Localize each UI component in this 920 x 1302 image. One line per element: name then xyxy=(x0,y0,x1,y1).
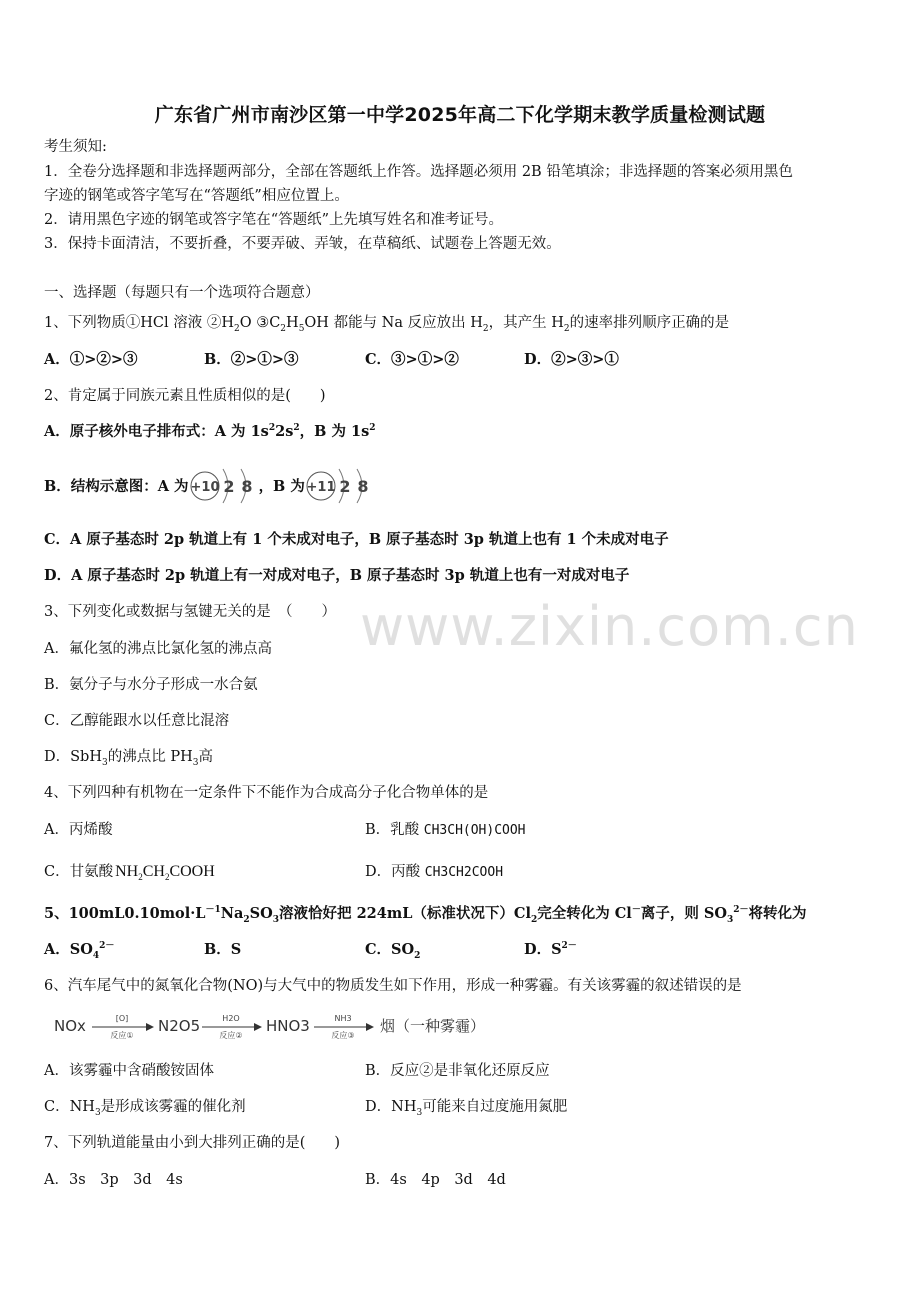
q4-option-a: A．丙烯酸 xyxy=(44,822,113,838)
reaction-scheme xyxy=(52,1008,512,1044)
q6-option-a: A．该雾霾中含硝酸铵固体 xyxy=(44,1063,214,1079)
q7-option-b: B．4s 4p 3d 4d xyxy=(365,1172,506,1188)
q5-stem: 5、$100mL0.10mol\cdot L^{-1}Na_2SO_3$溶液恰好把 224mL（标准状况下）$Cl_2$完全转化为 Cl－离子，则 $SO_3^{2-}$将转化为 xyxy=(44,905,807,925)
notice-item-3: 3．保持卡面清洁，不要折叠，不要弄破、弄皱，在草稿纸、试题卷上答题无效。 xyxy=(44,236,561,252)
q2-option-a: A．原子核外电子排布式：A 为 $1s^22s^2$，B 为 $1s^2$ xyxy=(44,423,376,440)
q6-option-c: C．$NH_3$是形成该雾霾的催化剂 xyxy=(44,1099,246,1118)
svg-text:H2O: H2O xyxy=(222,1014,240,1023)
q4-stem: 4、下列四种有机物在一定条件下不能作为合成高分子化合物单体的是 xyxy=(44,785,489,801)
q7-option-a: A．3s 3p 3d 4s xyxy=(44,1172,183,1188)
q1-option-d: D．②>③>① xyxy=(524,351,619,368)
svg-text:反应②: 反应② xyxy=(219,1031,243,1040)
q4-option-b: B．乳酸 CH3CH(OH)COOH xyxy=(365,822,526,838)
q1-option-c: C．③>①>② xyxy=(365,351,459,368)
svg-text:8: 8 xyxy=(240,477,253,496)
q2-option-d: D．A 原子基态时 2p 轨道上有一对成对电子，B 原子基态时 3p 轨道上也有一对成对电子 xyxy=(44,567,630,584)
svg-text:烟（一种雾霾）: 烟（一种雾霾） xyxy=(380,1017,486,1035)
q5-option-c: C．$SO_2$ xyxy=(365,941,421,961)
svg-text:NH3: NH3 xyxy=(334,1014,352,1023)
q2-stem: 2、肯定属于同族元素且性质相似的是( ) xyxy=(44,388,326,404)
q5-option-a: A．$SO_4^{2-}$ xyxy=(44,941,115,961)
svg-text:N2O5: N2O5 xyxy=(158,1017,201,1035)
svg-text:8: 8 xyxy=(357,477,369,496)
svg-text:+11: +11 xyxy=(306,480,336,495)
q3-option-a: A．氟化氢的沸点比氯化氢的沸点高 xyxy=(44,641,272,657)
notice-item-1: 1．全卷分选择题和非选择题两部分，全部在答题纸上作答。选择题必须用 2B 铅笔填涂；非选择题的答案必须用黑色 xyxy=(44,164,793,180)
svg-text:反应③: 反应③ xyxy=(331,1031,355,1040)
q5-option-b: B．S xyxy=(204,941,242,958)
q6-option-b: B．反应②是非氧化还原反应 xyxy=(365,1063,550,1079)
q2-option-c: C．A 原子基态时 2p 轨道上有 1 个未成对电子，B 原子基态时 3p 轨道上也有 1 个未成对电子 xyxy=(44,531,669,548)
atom-structure-a-icon xyxy=(189,461,259,511)
svg-text:NOx: NOx xyxy=(54,1017,86,1035)
q3-option-c: C．乙醇能跟水以任意比混溶 xyxy=(44,713,230,729)
q1-option-a: A．①>②>③ xyxy=(44,351,138,368)
atom-structure-b-icon xyxy=(305,461,375,511)
q1-option-b: B．②>①>③ xyxy=(204,351,299,368)
q4-option-d: D．丙酸 CH3CH2COOH xyxy=(365,864,504,880)
q5-option-d: D．$S^{2-}$ xyxy=(524,941,577,958)
svg-text:[O]: [O] xyxy=(115,1014,129,1023)
q2-option-b: B．结构示意图：A 为 +10 2 8 ，B 为 +11 2 8 xyxy=(44,477,375,497)
q3-option-b: B．氨分子与水分子形成一水合氨 xyxy=(44,677,258,693)
svg-text:2: 2 xyxy=(339,477,351,496)
notice-item-1-cont: 字迹的钢笔或答字笔写在“答题纸”相应位置上。 xyxy=(44,188,349,204)
watermark: www.zixin.com.cn xyxy=(360,595,859,658)
q6-option-d: D．$NH_3$可能来自过度施用氮肥 xyxy=(365,1099,568,1118)
svg-text:反应①: 反应① xyxy=(110,1031,134,1040)
notice-heading: 考生须知: xyxy=(44,139,107,155)
page-title: 广东省广州市南沙区第一中学2025年高二下化学期末教学质量检测试题 xyxy=(154,104,766,126)
q4-option-c: C．甘氨酸 $NH_2CH_2COOH$ xyxy=(44,863,215,883)
svg-text:2: 2 xyxy=(222,477,235,496)
q7-stem: 7、下列轨道能量由小到大排列正确的是( ) xyxy=(44,1135,341,1151)
svg-text:HNO3: HNO3 xyxy=(266,1017,310,1035)
section-heading: 一、选择题（每题只有一个选项符合题意） xyxy=(44,285,320,301)
notice-item-2: 2．请用黑色字迹的钢笔或答字笔在“答题纸”上先填写姓名和准考证号。 xyxy=(44,212,504,228)
q1-stem: 1、下列物质①HCl 溶液 $②H_2O$ $③C_2H_5OH$ 都能与 Na 反应放出 $H_2$，其产生 $H_2$的速率排列顺序正确的是 xyxy=(44,315,730,334)
q6-stem: 6、汽车尾气中的氮氧化合物(NO)与大气中的物质发生如下作用，形成一种雾霾。有关该雾霾的叙述错误的是 xyxy=(44,978,742,994)
q3-option-d: D．SbH$_3$的沸点比 $PH_3$高 xyxy=(44,749,213,768)
svg-text:+10: +10 xyxy=(190,480,220,495)
q3-stem: 3、下列变化或数据与氢键无关的是 （ ） xyxy=(44,604,336,620)
